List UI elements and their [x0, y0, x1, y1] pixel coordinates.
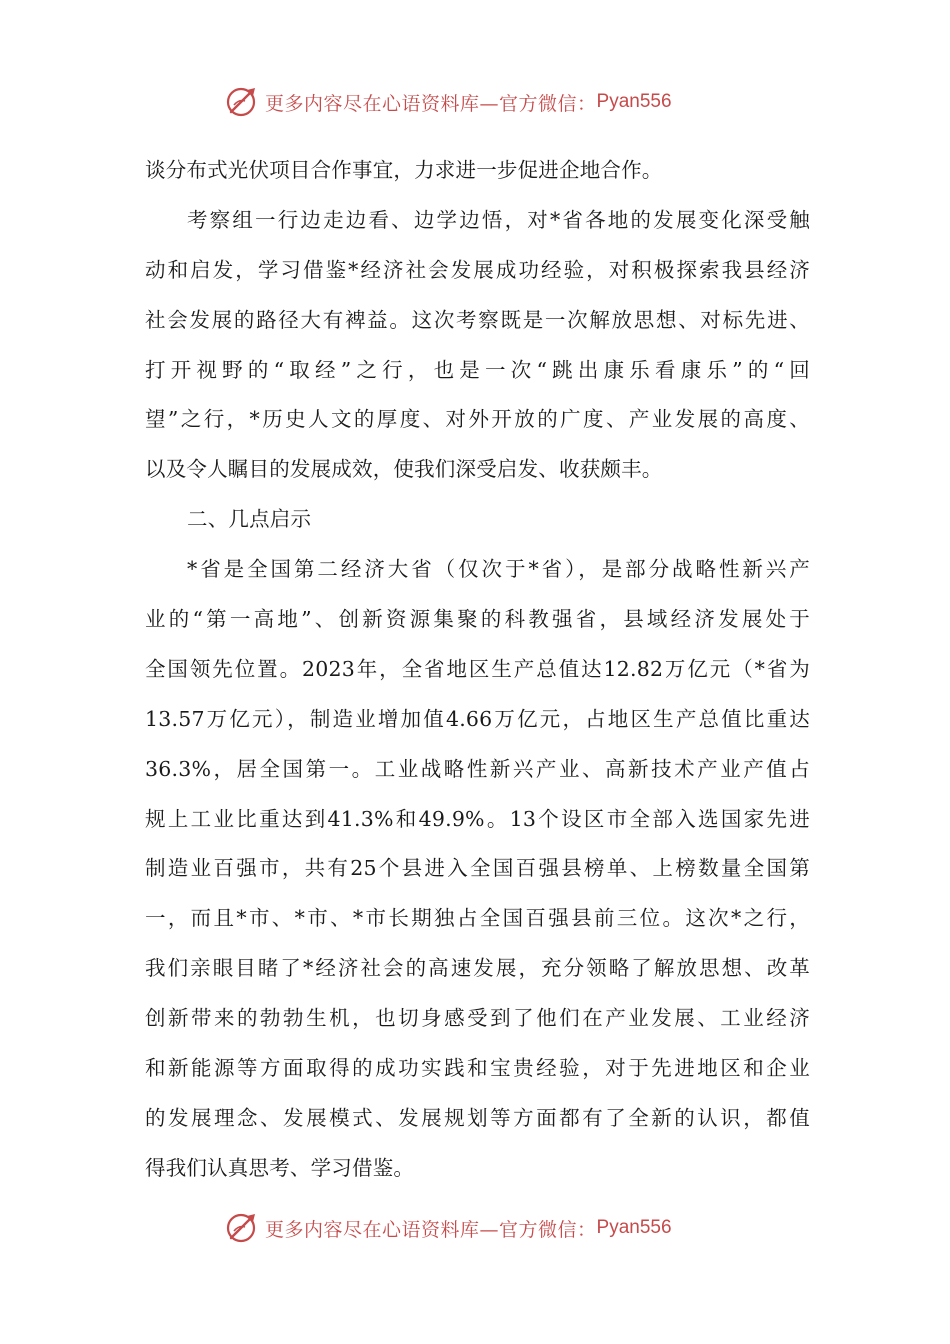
text-line: 社会发展的路径大有裨益。这次考察既是一次解放思想、对标先进、: [145, 307, 810, 332]
banner-wechat-id: Pyan556: [596, 1217, 672, 1238]
text-line: 制造业百强市，共有25个县进入全国百强县榜单、上榜数量全国第: [145, 856, 810, 881]
banner-text: 更多内容尽在心语资料库—官方微信：: [265, 1218, 597, 1241]
text-line: 的发展理念、发展模式、发展规划等方面都有了全新的认识，都值: [145, 1105, 810, 1130]
text-line: 13.57万亿元），制造业增加值4.66万亿元，占地区生产总值比重达: [145, 706, 810, 731]
text-line: 规上工业比重达到41.3%和49.9%。13个设区市全部入选国家先进: [145, 806, 810, 831]
document-body: [145, 146, 810, 1194]
pen-circle-logo-icon: [225, 1211, 259, 1245]
text-line: 全国领先位置。2023年，全省地区生产总值达12.82万亿元（*省为: [145, 656, 810, 681]
section-heading: 二、几点启示: [187, 507, 312, 532]
text-line: 得我们认真思考、学习借鉴。: [145, 1155, 415, 1180]
text-line: 动和启发，学习借鉴*经济社会发展成功经验，对积极探索我县经济: [145, 257, 810, 282]
paragraph-first-line: 考察组一行边走边看、边学边悟，对*省各地的发展变化深受触: [187, 207, 810, 232]
text-line: 创新带来的勃勃生机，也切身感受到了他们在产业发展、工业经济: [145, 1006, 810, 1031]
banner-wechat-id: Pyan556: [596, 91, 672, 112]
text-line: 以及令人瞩目的发展成效，使我们深受启发、收获颇丰。: [145, 457, 663, 482]
header-watermark-banner: [225, 84, 745, 120]
text-line: 我们亲眼目睹了*经济社会的高速发展，充分领略了解放思想、改革: [145, 956, 810, 981]
footer-watermark-banner: [225, 1210, 745, 1246]
text-line: 业的“第一高地”、创新资源集聚的科教强省，县域经济发展处于: [145, 607, 810, 632]
pen-circle-logo-icon: [225, 85, 259, 119]
text-line: 打开视野的“取经”之行，也是一次“跳出康乐看康乐”的“回: [145, 357, 810, 382]
text-line: 望”之行，*历史人文的厚度、对外开放的广度、产业发展的高度、: [145, 407, 810, 432]
text-line: 36.3%，居全国第一。工业战略性新兴产业、高新技术产业产值占: [145, 756, 810, 781]
text-line: 一，而且*市、*市、*市长期独占全国百强县前三位。这次*之行，: [145, 906, 810, 931]
banner-text: 更多内容尽在心语资料库—官方微信：: [265, 92, 597, 115]
paragraph-first-line: *省是全国第二经济大省（仅次于*省），是部分战略性新兴产: [187, 557, 810, 582]
text-line: 和新能源等方面取得的成功实践和宝贵经验，对于先进地区和企业: [145, 1056, 810, 1081]
text-line: 谈分布式光伏项目合作事宜，力求进一步促进企地合作。: [145, 158, 663, 182]
